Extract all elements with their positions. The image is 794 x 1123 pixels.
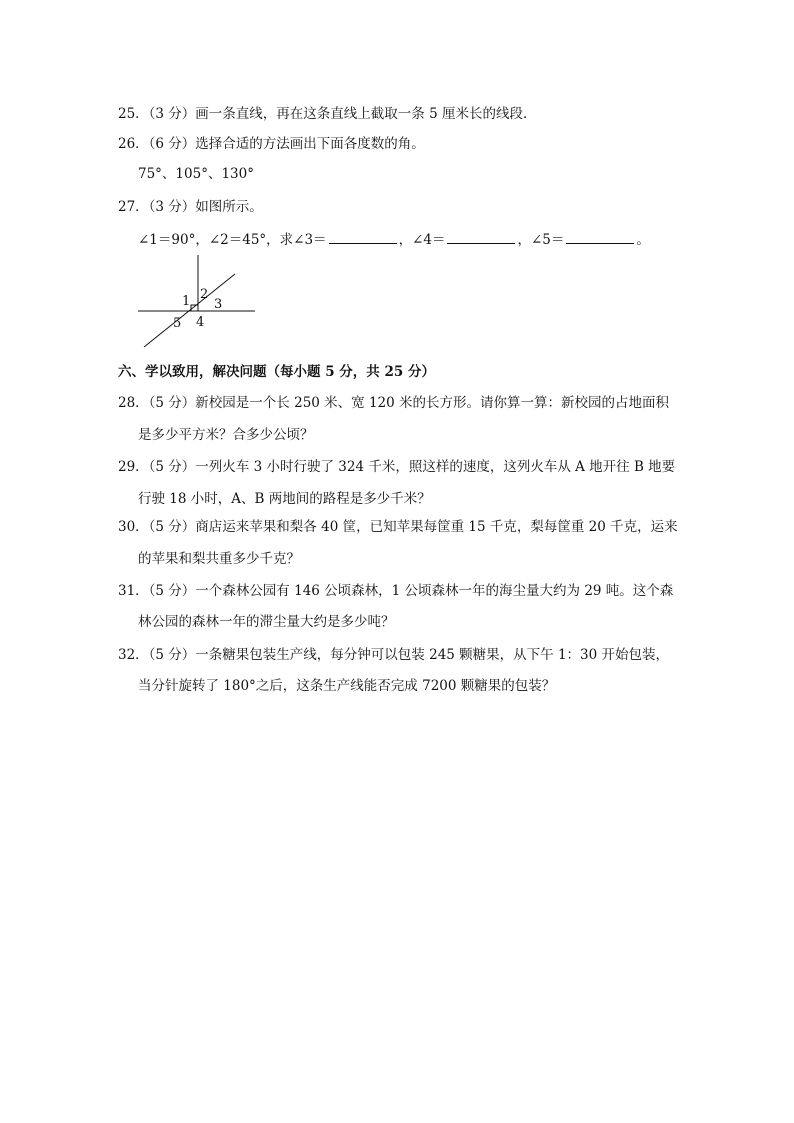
question-31-line1: 31．（5 分）一个森林公园有 146 公顷森林，1 公顷森林一年的海尘量大约为 29 吨。这个森 — [118, 583, 674, 599]
question-30-line1: 30．（5 分）商店运来苹果和梨各 40 筐，已知苹果每筐重 15 千克，梨每筐重 20 千克，运来 — [118, 519, 678, 535]
q27-sep2: ，∠5＝ — [517, 232, 565, 248]
q27-end: 。 — [636, 232, 650, 248]
answer-blank-angle4[interactable] — [447, 229, 515, 244]
angle-label-4: 4 — [196, 315, 205, 330]
angle-label-3: 3 — [214, 297, 223, 312]
question-29-line1: 29．（5 分）一列火车 3 小时行驶了 324 千米，照这样的速度，这列火车从 A 地开往 B 地要 — [118, 459, 676, 475]
angle-label-2: 2 — [200, 287, 209, 302]
question-29-line2: 行驶 18 小时，A、B 两地间的路程是多少千米？ — [138, 491, 431, 507]
answer-blank-angle3[interactable] — [329, 229, 397, 244]
section-6-heading: 六、学以致用，解决问题（每小题 5 分，共 25 分） — [118, 364, 435, 380]
question-30-line2: 的苹果和梨共重多少千克？ — [138, 551, 300, 567]
angle-label-5: 5 — [173, 316, 182, 331]
question-27-given — [138, 229, 650, 250]
answer-blank-angle5[interactable] — [566, 229, 634, 244]
question-32-line1: 32．（5 分）一条糖果包装生产线，每分钟可以包装 245 颗糖果，从下午 1：30 开始包装， — [118, 647, 670, 663]
q27-sep1: ，∠4＝ — [398, 232, 446, 248]
question-28-line2: 是多少平方米？合多少公顷？ — [138, 427, 314, 443]
question-31-line2: 林公园的森林一年的滞尘量大约是多少吨？ — [138, 614, 395, 630]
q27-given-text: ∠1＝90°，∠2＝45°，求∠3＝ — [138, 232, 327, 248]
question-28-line1: 28．（5 分）新校园是一个长 250 米、宽 120 米的长方形。请你算一算：新校园的占地面积 — [118, 395, 670, 411]
angle-label-1: 1 — [182, 294, 191, 309]
question-27: 27．（3 分）如图所示。 — [118, 199, 263, 215]
question-26: 26．（6 分）选择合适的方法画出下面各度数的角。 — [118, 136, 425, 152]
angle-figure — [130, 250, 270, 350]
question-25: 25．（3 分）画一条直线，再在这条直线上截取一条 5 厘米长的线段． — [118, 106, 537, 122]
question-26-angles: 75°、105°、130° — [138, 166, 254, 182]
question-32-line2: 当分针旋转了 180°之后，这条生产线能否完成 7200 颗糖果的包装？ — [138, 678, 556, 694]
